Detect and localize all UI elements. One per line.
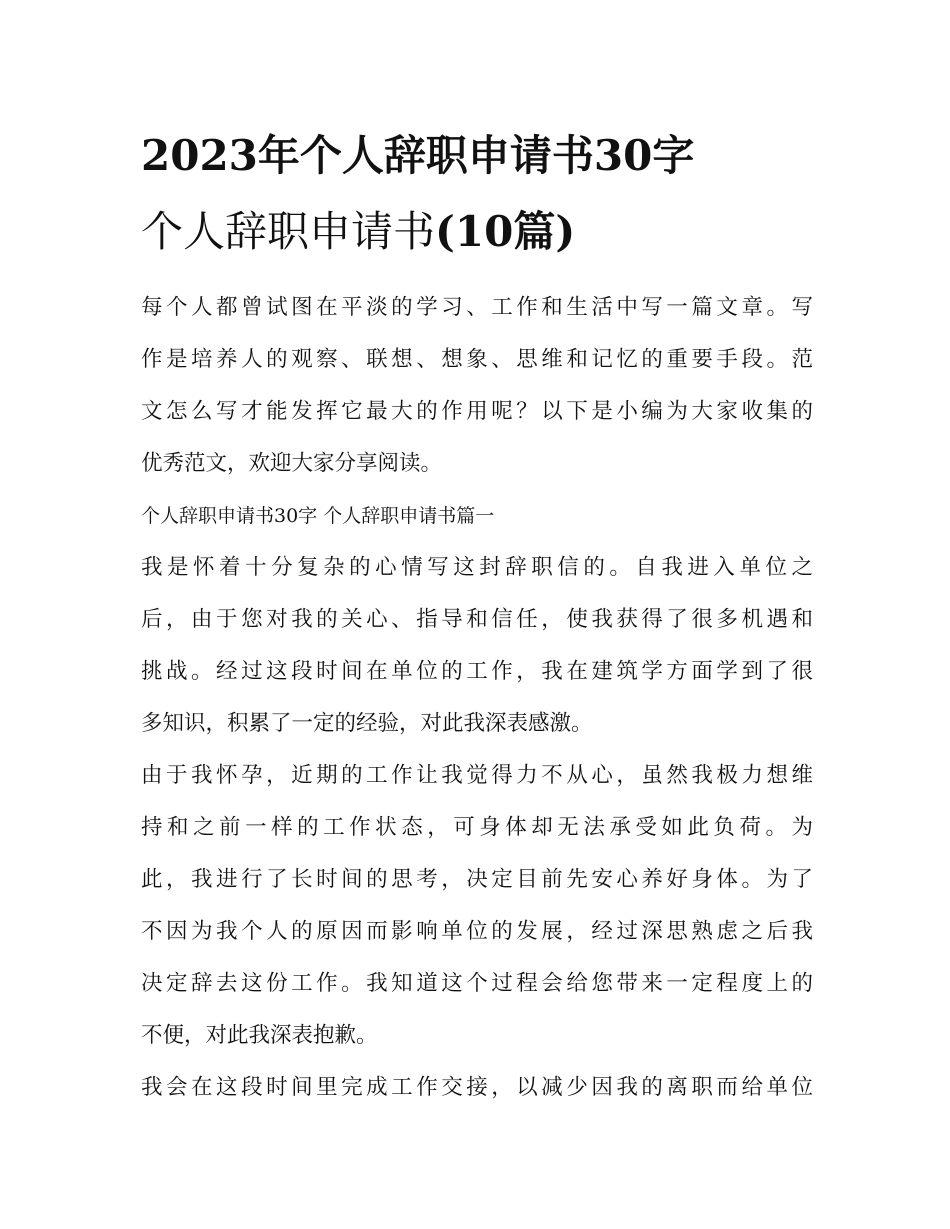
paragraph-line: 我是怀着十分复杂的心情写这封辞职信的。自我进入单位之 xyxy=(141,555,813,580)
paragraph-line: 我会在这段时间里完成工作交接，以减少因我的离职而给单位 xyxy=(141,1075,813,1100)
paragraph-line: 此，我进行了长时间的思考，决定目前先安心养好身体。为了 xyxy=(141,867,813,892)
body-paragraph-2 xyxy=(141,750,813,1062)
body-paragraph-3 xyxy=(141,1062,813,1114)
paragraph-line: 由于我怀孕，近期的工作让我觉得力不从心，虽然我极力想维 xyxy=(141,763,813,788)
document-title xyxy=(141,118,813,270)
document-body xyxy=(141,282,813,1114)
intro-paragraph xyxy=(141,282,813,490)
paragraph-line: 挑战。经过这段时间在单位的工作，我在建筑学方面学到了很 xyxy=(141,659,813,684)
document-content xyxy=(141,118,813,1114)
intro-line: 作是培养人的观察、联想、想象、思维和记忆的重要手段。范 xyxy=(141,347,813,372)
intro-line: 优秀范文，欢迎大家分享阅读。 xyxy=(141,451,443,476)
paragraph-line: 不因为我个人的原因而影响单位的发展，经过深思熟虑之后我 xyxy=(141,919,813,944)
paragraph-line: 持和之前一样的工作状态，可身体却无法承受如此负荷。为 xyxy=(141,815,813,840)
paragraph-line: 多知识，积累了一定的经验，对此我深表感激。 xyxy=(141,711,593,736)
title-line-2-text: 个人辞职申请书 xyxy=(141,207,436,256)
paragraph-line: 不便，对此我深表抱歉。 xyxy=(141,1023,378,1048)
title-line-1: 2023年个人辞职申请书30字 xyxy=(141,131,695,180)
paragraph-line: 后，由于您对我的关心、指导和信任，使我获得了很多机遇和 xyxy=(141,607,813,632)
intro-line: 文怎么写才能发挥它最大的作用呢？以下是小编为大家收集的 xyxy=(141,399,813,424)
intro-line: 每个人都曾试图在平淡的学习、工作和生活中写一篇文章。写 xyxy=(141,295,813,320)
title-line-2-count: (10篇) xyxy=(435,207,576,256)
body-paragraph-1 xyxy=(141,542,813,750)
title-line-2 xyxy=(141,194,813,270)
section-heading: 个人辞职申请书30字 个人辞职申请书篇一 xyxy=(141,505,495,527)
paragraph-line: 决定辞去这份工作。我知道这个过程会给您带来一定程度上的 xyxy=(141,971,813,996)
